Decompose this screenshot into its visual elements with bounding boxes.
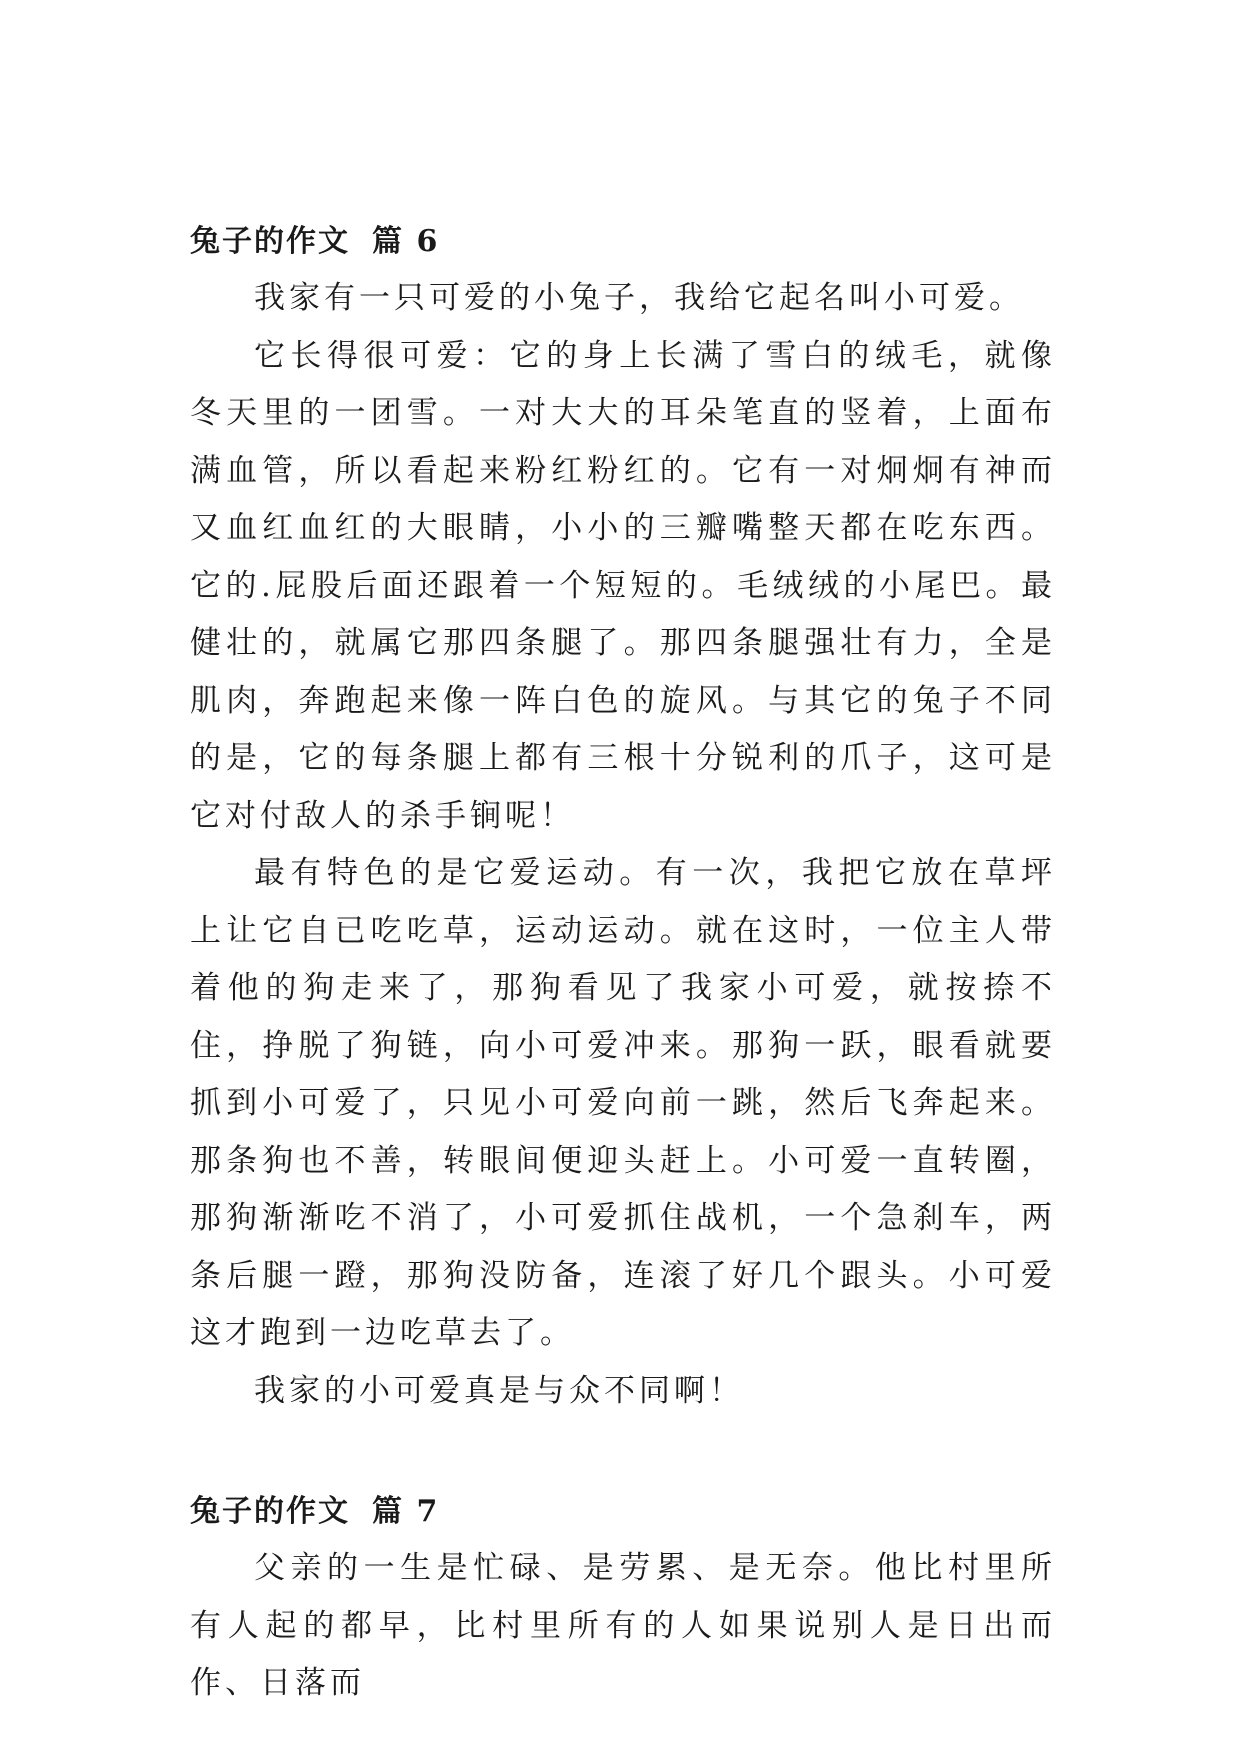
section-number: 篇 6 [372, 224, 440, 259]
paragraph: 我家的小可爱真是与众不同啊！ [254, 1372, 744, 1409]
paragraph: 我家有一只可爱的小兔子，我给它起名叫小可爱。 [254, 280, 1024, 316]
section-heading [190, 1484, 1056, 1540]
section-title: 兔子的作文 [190, 1494, 350, 1529]
paragraph: 最有特色的是它爱运动。有一次，我把它放在草坪上让它自已吃吃草，运动运动。就在这时，一位主人带着他的狗走来了，那狗看见了我家小可爱，就按捺不住，挣脱了狗链，向小可爱冲来。那狗一跃，眼看就要抓到小可爱了，只见小可爱向前一跳，然后飞奔起来。那条狗也不善，转眼间便迎头赶上。小可爱一直转圈，那狗渐渐吃不消了，小可爱抓住战机，一个急刹车，两条后腿一蹬，那狗没防备，连滚了好几个跟头。小可爱这才跑到一边吃草去了。 [190, 855, 1056, 1351]
paragraph: 它长得很可爱：它的身上长满了雪白的绒毛，就像冬天里的一团雪。一对大大的耳朵笔直的竖着，上面布满血管，所以看起来粉红粉红的。它有一对炯炯有神而又血红血红的大眼睛，小小的三瓣嘴整天都在吃东西。它的.屁股后面还跟着一个短短的。毛绒绒的小尾巴。最健壮的，就属它那四条腿了。那四条腿强壮有力，全是肌肉，奔跑起来像一阵白色的旋风。与其它的兔子不同的是，它的每条腿上都有三根十分锐利的爪子，这可是它对付敌人的杀手锏呢！ [190, 337, 1056, 834]
section-divider-space [190, 1420, 1056, 1484]
paragraph: 父亲的一生是忙碌、是劳累、是无奈。他比村里所有人起的都早，比村里所有的人如果说别人是日出而作、日落而 [190, 1550, 1056, 1701]
document-page [190, 214, 1056, 1713]
section-heading [190, 214, 1056, 270]
section-title: 兔子的作文 [190, 224, 350, 259]
section-number: 篇 7 [372, 1494, 440, 1529]
